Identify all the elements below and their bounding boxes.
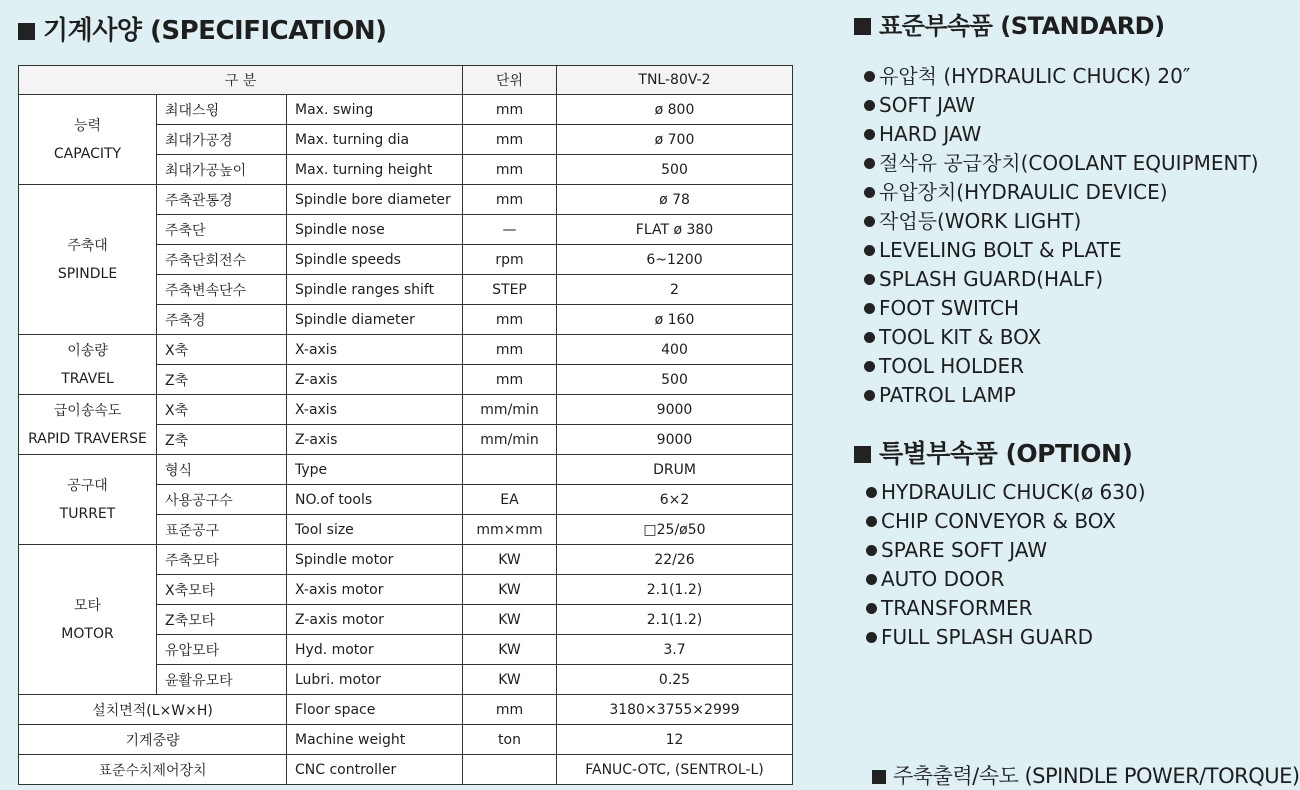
item-value: ø 78 — [557, 185, 793, 215]
table-header-row — [19, 66, 793, 95]
list-item — [866, 594, 1146, 623]
item-value: 2.1(1.2) — [557, 575, 793, 605]
spindle-power-heading — [872, 760, 1300, 790]
item-unit — [463, 455, 557, 485]
item-name-en: Lubri. motor — [287, 665, 463, 695]
item-value: 400 — [557, 335, 793, 365]
list-item — [864, 265, 1259, 294]
group-label — [19, 545, 157, 695]
list-item — [864, 236, 1259, 265]
standard-accessories-list — [864, 62, 1259, 410]
item-value: ø 700 — [557, 125, 793, 155]
item-unit: mm/min — [463, 395, 557, 425]
item-name-ko: X축모타 — [157, 575, 287, 605]
group-label-ko: 급이송속도 — [53, 402, 122, 419]
bullet-dot-icon — [864, 303, 875, 314]
item-name-en: Max. swing — [287, 95, 463, 125]
bullet-dot-icon — [864, 71, 875, 82]
item-name-en: Tool size — [287, 515, 463, 545]
table-row — [19, 545, 793, 575]
group-label-ko: 주축대 — [67, 237, 108, 254]
item-name-en: Spindle bore diameter — [287, 185, 463, 215]
item-name-ko: X축 — [157, 395, 287, 425]
item-name-ko: 주축단회전수 — [157, 245, 287, 275]
item-unit: mm/min — [463, 425, 557, 455]
group-label-en: RAPID TRAVERSE — [28, 430, 147, 447]
bullet-dot-icon — [866, 487, 877, 498]
item-name-en: X-axis motor — [287, 575, 463, 605]
item-unit: KW — [463, 665, 557, 695]
bullet-dot-icon — [864, 216, 875, 227]
group-label — [19, 95, 157, 185]
option-heading — [854, 434, 1132, 470]
list-item — [864, 62, 1259, 91]
item-value: 6~1200 — [557, 245, 793, 275]
item-name-en: Max. turning height — [287, 155, 463, 185]
item-unit: ton — [463, 725, 557, 755]
item-name-en: X-axis — [287, 335, 463, 365]
list-item-text: HYDRAULIC CHUCK(ø 630) — [881, 480, 1146, 504]
table-row — [19, 395, 793, 425]
item-name-en: Max. turning dia — [287, 125, 463, 155]
item-value: 2.1(1.2) — [557, 605, 793, 635]
item-name-en: Spindle speeds — [287, 245, 463, 275]
group-label — [19, 455, 157, 545]
item-value: 6×2 — [557, 485, 793, 515]
item-name-ko: 주축변속단수 — [157, 275, 287, 305]
item-unit: mm — [463, 125, 557, 155]
item-name-ko: 주축경 — [157, 305, 287, 335]
square-bullet-icon — [854, 446, 871, 463]
item-name-ko: 주축단 — [157, 215, 287, 245]
list-item-text: FOOT SWITCH — [879, 296, 1019, 320]
bullet-dot-icon — [864, 129, 875, 140]
list-item-text: CHIP CONVEYOR & BOX — [881, 509, 1116, 533]
item-value: 12 — [557, 725, 793, 755]
bullet-dot-icon — [864, 361, 875, 372]
item-name-en: Spindle motor — [287, 545, 463, 575]
bullet-dot-icon — [864, 187, 875, 198]
item-unit: rpm — [463, 245, 557, 275]
item-name-ko: 설치면적(L×W×H) — [19, 695, 287, 725]
table-row — [19, 335, 793, 365]
bullet-dot-icon — [866, 574, 877, 585]
standard-heading — [854, 6, 1165, 41]
item-name-ko: Z축 — [157, 425, 287, 455]
item-name-ko: 유압모타 — [157, 635, 287, 665]
bullet-dot-icon — [864, 100, 875, 111]
item-unit: mm — [463, 155, 557, 185]
item-name-ko: 최대가공높이 — [157, 155, 287, 185]
group-label — [19, 335, 157, 395]
item-name-en: Spindle diameter — [287, 305, 463, 335]
item-name-en: Floor space — [287, 695, 463, 725]
list-item — [864, 381, 1259, 410]
list-item — [864, 91, 1259, 120]
list-item-text: PATROL LAMP — [879, 383, 1016, 407]
list-item — [864, 178, 1259, 207]
item-unit: KW — [463, 605, 557, 635]
item-name-en: NO.of tools — [287, 485, 463, 515]
list-item-text: AUTO DOOR — [881, 567, 1005, 591]
list-item — [864, 352, 1259, 381]
option-heading-text: 특별부속품 (OPTION) — [879, 439, 1133, 468]
group-label — [19, 185, 157, 335]
item-name-en: Type — [287, 455, 463, 485]
item-value: FLAT ø 380 — [557, 215, 793, 245]
header-unit: 단위 — [463, 66, 557, 95]
item-unit — [463, 755, 557, 785]
item-name-ko: 최대스윙 — [157, 95, 287, 125]
table-row — [19, 695, 793, 725]
item-name-ko: 기계중량 — [19, 725, 287, 755]
table-row — [19, 725, 793, 755]
specification-table — [18, 65, 793, 785]
group-label-en: TURRET — [59, 505, 116, 522]
item-unit: STEP — [463, 275, 557, 305]
square-bullet-icon — [854, 18, 871, 35]
option-accessories-list — [866, 478, 1146, 652]
header-model: TNL-80V-2 — [557, 66, 793, 95]
table-row — [19, 455, 793, 485]
list-item-text: FULL SPLASH GUARD — [881, 625, 1094, 649]
list-item — [866, 478, 1146, 507]
item-value: 500 — [557, 155, 793, 185]
list-item — [866, 536, 1146, 565]
item-name-en: CNC controller — [287, 755, 463, 785]
group-label-ko: 이송량 — [67, 342, 108, 359]
item-name-en: X-axis — [287, 395, 463, 425]
item-name-en: Spindle ranges shift — [287, 275, 463, 305]
list-item — [864, 120, 1259, 149]
item-value: DRUM — [557, 455, 793, 485]
item-value: 9000 — [557, 425, 793, 455]
list-item — [864, 294, 1259, 323]
bullet-dot-icon — [866, 516, 877, 527]
item-name-ko: Z축모타 — [157, 605, 287, 635]
item-name-en: Z-axis — [287, 425, 463, 455]
table-row — [19, 755, 793, 785]
list-item-text: SPARE SOFT JAW — [881, 538, 1048, 562]
spec-heading — [18, 10, 386, 47]
item-name-en: Z-axis — [287, 365, 463, 395]
group-label-ko: 공구대 — [67, 477, 108, 494]
square-bullet-icon — [18, 23, 35, 40]
group-label-en: TRAVEL — [61, 370, 114, 387]
item-value: 3.7 — [557, 635, 793, 665]
item-name-ko: 사용공구수 — [157, 485, 287, 515]
list-item-text: LEVELING BOLT & PLATE — [879, 238, 1122, 262]
square-bullet-icon — [872, 770, 886, 784]
list-item — [864, 207, 1259, 236]
item-value: 500 — [557, 365, 793, 395]
item-value: 3180×3755×2999 — [557, 695, 793, 725]
spec-heading-text: 기계사양 (SPECIFICATION) — [43, 16, 387, 46]
list-item — [866, 623, 1146, 652]
item-value: 22/26 — [557, 545, 793, 575]
bullet-dot-icon — [864, 274, 875, 285]
item-name-ko: 윤활유모타 — [157, 665, 287, 695]
item-unit: mm×mm — [463, 515, 557, 545]
item-unit: mm — [463, 305, 557, 335]
item-name-ko: 주축관통경 — [157, 185, 287, 215]
item-name-ko: 주축모타 — [157, 545, 287, 575]
group-label-en: CAPACITY — [53, 145, 122, 162]
item-name-ko: 표준공구 — [157, 515, 287, 545]
header-category: 구 분 — [19, 66, 463, 95]
item-unit: KW — [463, 635, 557, 665]
item-value: ø 160 — [557, 305, 793, 335]
item-name-ko: 최대가공경 — [157, 125, 287, 155]
item-name-en: Z-axis motor — [287, 605, 463, 635]
list-item-text: TOOL HOLDER — [879, 354, 1025, 378]
item-unit: mm — [463, 95, 557, 125]
list-item-text: HARD JAW — [879, 122, 982, 146]
item-unit: KW — [463, 575, 557, 605]
bullet-dot-icon — [866, 603, 877, 614]
item-unit: KW — [463, 545, 557, 575]
bullet-dot-icon — [864, 390, 875, 401]
group-label — [19, 395, 157, 455]
item-value: ø 800 — [557, 95, 793, 125]
list-item-text: SOFT JAW — [879, 93, 976, 117]
item-name-ko: Z축 — [157, 365, 287, 395]
group-label-ko: 모타 — [73, 597, 102, 614]
bullet-dot-icon — [866, 632, 877, 643]
item-unit: mm — [463, 185, 557, 215]
spindle-power-heading-text: 주축출력/속도 (SPINDLE POWER/TORQUE) — [893, 764, 1300, 788]
item-value: 9000 — [557, 395, 793, 425]
item-name-en: Hyd. motor — [287, 635, 463, 665]
list-item-text: 절삭유 공급장치(COOLANT EQUIPMENT) — [879, 151, 1259, 175]
item-name-ko: 표준수치제어장치 — [19, 755, 287, 785]
list-item-text: 유압척 (HYDRAULIC CHUCK) 20″ — [879, 64, 1191, 88]
list-item-text: TOOL KIT & BOX — [879, 325, 1042, 349]
list-item — [866, 507, 1146, 536]
item-name-ko: X축 — [157, 335, 287, 365]
item-value: 2 — [557, 275, 793, 305]
item-name-en: Machine weight — [287, 725, 463, 755]
list-item — [864, 323, 1259, 352]
bullet-dot-icon — [864, 158, 875, 169]
item-unit: mm — [463, 695, 557, 725]
table-row — [19, 95, 793, 125]
list-item-text: TRANSFORMER — [881, 596, 1033, 620]
list-item — [864, 149, 1259, 178]
group-label-en: MOTOR — [61, 625, 114, 642]
item-unit: EA — [463, 485, 557, 515]
list-item-text: SPLASH GUARD(HALF) — [879, 267, 1104, 291]
list-item-text: 유압장치(HYDRAULIC DEVICE) — [879, 180, 1168, 204]
item-name-ko: 형식 — [157, 455, 287, 485]
item-value: □25/ø50 — [557, 515, 793, 545]
bullet-dot-icon — [864, 245, 875, 256]
item-unit: — — [463, 215, 557, 245]
list-item — [866, 565, 1146, 594]
group-label-ko: 능력 — [73, 117, 102, 134]
item-value: FANUC-OTC, (SENTROL-L) — [557, 755, 793, 785]
item-unit: mm — [463, 365, 557, 395]
item-unit: mm — [463, 335, 557, 365]
group-label-en: SPINDLE — [57, 265, 118, 282]
item-value: 0.25 — [557, 665, 793, 695]
bullet-dot-icon — [864, 332, 875, 343]
bullet-dot-icon — [866, 545, 877, 556]
table-row — [19, 185, 793, 215]
list-item-text: 작업등(WORK LIGHT) — [879, 209, 1082, 233]
item-name-en: Spindle nose — [287, 215, 463, 245]
standard-heading-text: 표준부속품 (STANDARD) — [879, 12, 1165, 40]
